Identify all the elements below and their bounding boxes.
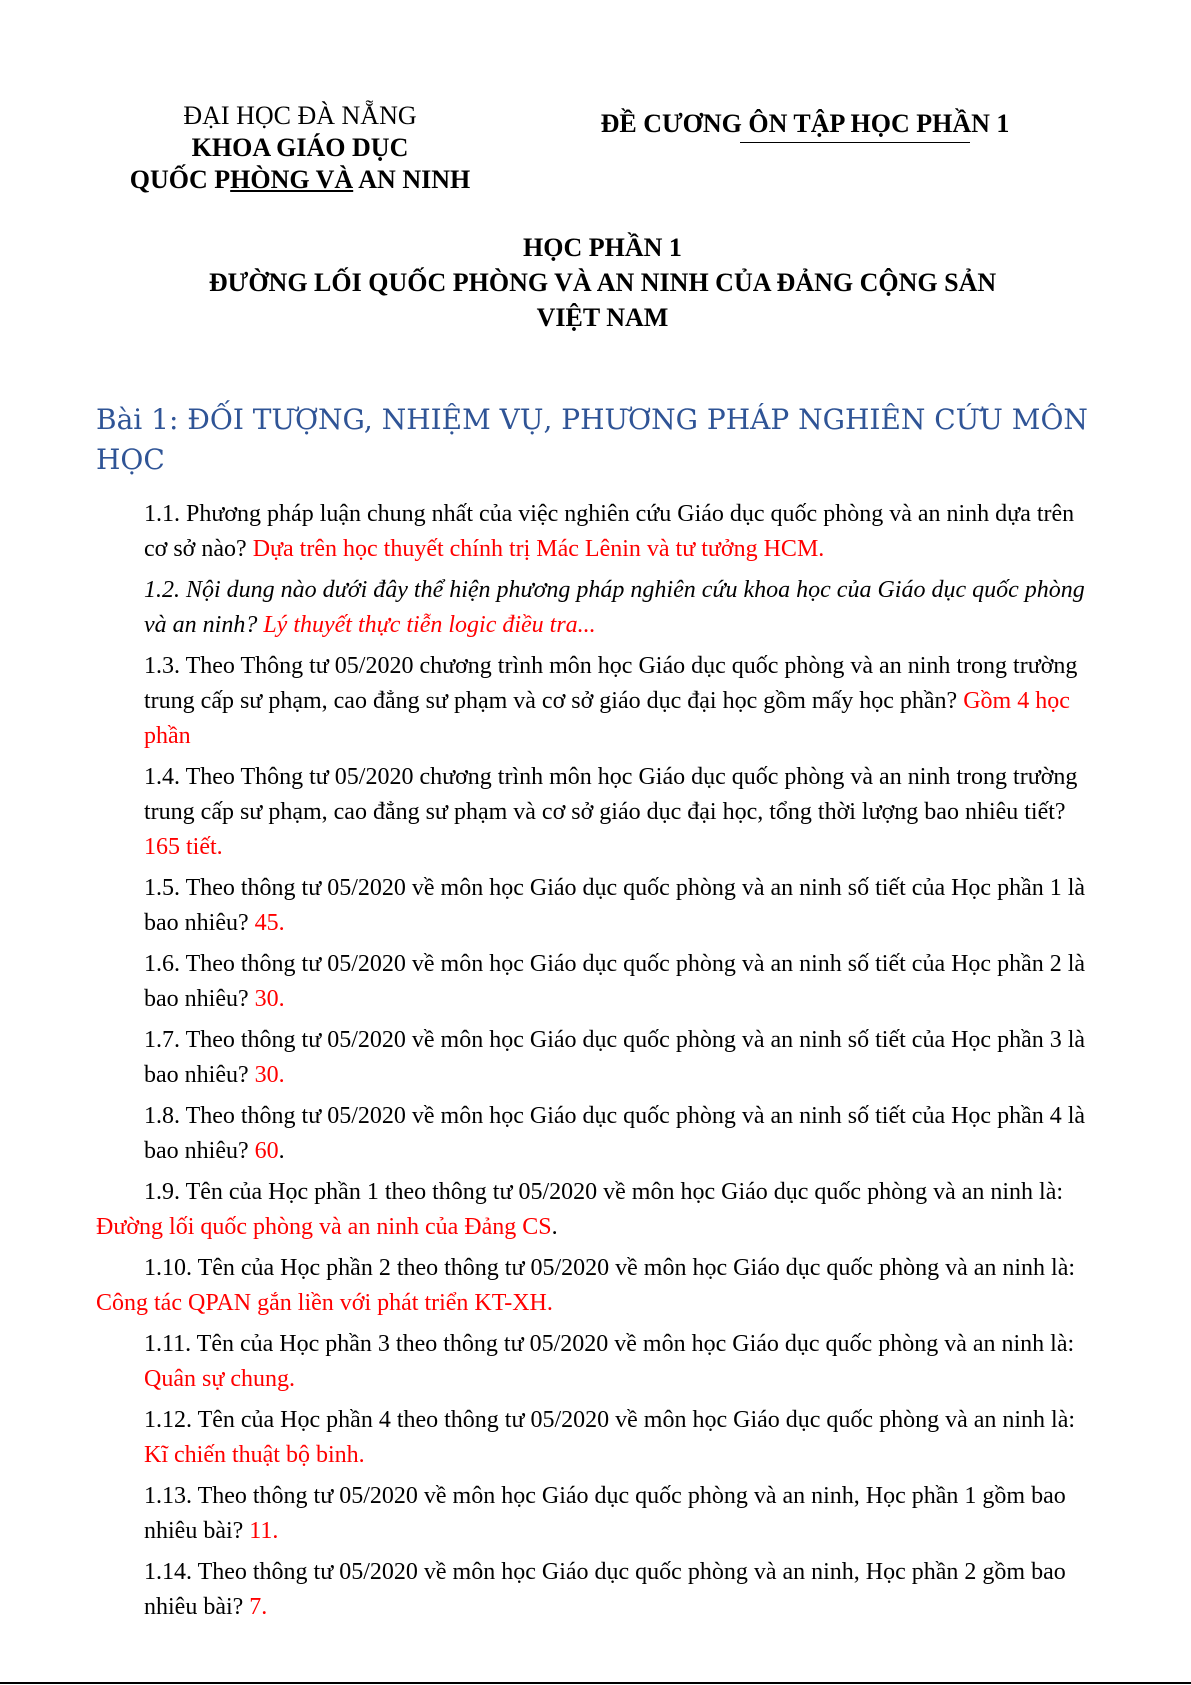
answer: Lý thuyết thực tiễn logic điều tra...	[263, 612, 596, 638]
answer: Gồm 4 học phần	[144, 688, 1070, 749]
answer: Công tác QPAN gắn liền với phát triển KT-XH.	[96, 1290, 553, 1316]
answer: 165 tiết.	[144, 834, 223, 860]
answer: Kĩ chiến thuật bộ binh.	[144, 1442, 365, 1468]
course-title	[110, 230, 1095, 335]
answer: 45.	[254, 910, 285, 936]
title-underline	[740, 142, 970, 143]
question-item: 1.12. Tên của Học phần 4 theo thông tư 05/2020 về môn học Giáo dục quốc phòng và an ninh là: Kĩ chiến thuật bộ binh.	[144, 1407, 1076, 1468]
question-item: 1.7. Theo thông tư 05/2020 về môn học Giáo dục quốc phòng và an ninh số tiết của Học phần 3 là bao nhiêu? 30.	[144, 1027, 1086, 1088]
org-line-2: KHOA GIÁO DỤC	[191, 133, 409, 162]
question-item: 1.14. Theo thông tư 05/2020 về môn học Giáo dục quốc phòng và an ninh, Học phần 2 gồm bao nhiêu bài? 7.	[144, 1559, 1066, 1620]
answer: 11.	[249, 1518, 279, 1544]
answer: 30.	[254, 1062, 285, 1088]
course-title-line-3: VIỆT NAM	[536, 303, 669, 332]
question-item: 1.3. Theo Thông tư 05/2020 chương trình môn học Giáo dục quốc phòng và an ninh trong trường trung cấp sư phạm, cao đẳng sư phạm và cơ sở giáo dục đại học gồm mấy học phần? Gồm 4 học phần	[144, 653, 1078, 749]
question-item: 1.1. Phương pháp luận chung nhất của việc nghiên cứu Giáo dục quốc phòng và an ninh dựa trên cơ sở nào? Dựa trên học thuyết chính trị Mác Lênin và tư tưởng HCM.	[144, 501, 1075, 562]
question-item: 1.4. Theo Thông tư 05/2020 chương trình môn học Giáo dục quốc phòng và an ninh trong trường trung cấp sư phạm, cao đẳng sư phạm và cơ sở giáo dục đại học, tổng thời lượng bao nhiêu tiết? 165 tiết.	[144, 764, 1078, 860]
course-title-line-2: ĐƯỜNG LỐI QUỐC PHÒNG VÀ AN NINH CỦA ĐẢNG CỘNG SẢN	[208, 268, 997, 297]
answer: 60	[254, 1138, 279, 1164]
question-item: 1.2. Nội dung nào dưới đây thể hiện phương pháp nghiên cứu khoa học của Giáo dục quốc phòng và an ninh? Lý thuyết thực tiễn logic điều tra...	[144, 577, 1085, 638]
question-list	[96, 497, 1096, 1631]
question-item: 1.13. Theo thông tư 05/2020 về môn học Giáo dục quốc phòng và an ninh, Học phần 1 gồm bao nhiêu bài? 11.	[144, 1483, 1066, 1544]
question-item: 1.5. Theo thông tư 05/2020 về môn học Giáo dục quốc phòng và an ninh số tiết của Học phần 1 là bao nhiêu? 45.	[144, 875, 1086, 936]
question-item: 1.10. Tên của Học phần 2 theo thông tư 05/2020 về môn học Giáo dục quốc phòng và an ninh là: Công tác QPAN gắn liền với phát triển KT-XH.	[96, 1255, 1076, 1316]
page-bottom-rule	[0, 1682, 1191, 1684]
answer: Quân sự chung.	[144, 1366, 295, 1392]
answer: 7.	[249, 1594, 268, 1620]
question-item: 1.8. Theo thông tư 05/2020 về môn học Giáo dục quốc phòng và an ninh số tiết của Học phần 4 là bao nhiêu? 60.	[144, 1103, 1086, 1164]
org-line-3: QUỐC PHÒNG VÀ AN NINH	[129, 165, 471, 194]
org-line-1: ĐẠI HỌC ĐÀ NẴNG	[183, 101, 417, 130]
question-item: 1.6. Theo thông tư 05/2020 về môn học Giáo dục quốc phòng và an ninh số tiết của Học phần 2 là bao nhiêu? 30.	[144, 951, 1086, 1012]
lesson-heading: Bài 1: ĐỐI TƯỢNG, NHIỆM VỤ, PHƯƠNG PHÁP NGHIÊN CỨU MÔN HỌC	[96, 403, 1088, 476]
document-title: ĐỀ CƯƠNG ÔN TẬP HỌC PHẦN 1	[570, 108, 1040, 143]
organization-header	[110, 100, 490, 196]
answer: 30.	[254, 986, 285, 1012]
question-item: 1.9. Tên của Học phần 1 theo thông tư 05/2020 về môn học Giáo dục quốc phòng và an ninh là: Đường lối quốc phòng và an ninh của Đảng CS.	[96, 1179, 1064, 1240]
answer: Đường lối quốc phòng và an ninh của Đảng CS	[96, 1214, 552, 1240]
answer: Dựa trên học thuyết chính trị Mác Lênin và tư tưởng HCM.	[252, 536, 825, 562]
question-item: 1.11. Tên của Học phần 3 theo thông tư 05/2020 về môn học Giáo dục quốc phòng và an ninh là: Quân sự chung.	[144, 1331, 1075, 1392]
course-title-line-1: HỌC PHẦN 1	[523, 233, 682, 262]
